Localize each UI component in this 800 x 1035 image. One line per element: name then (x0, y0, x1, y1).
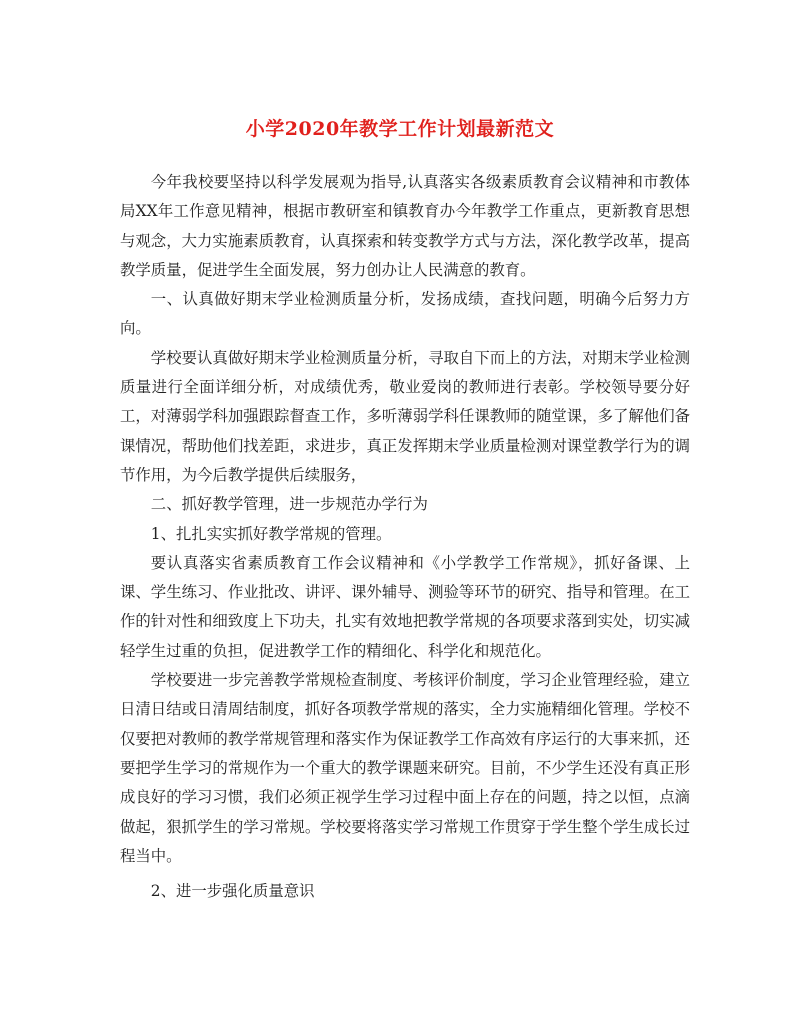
paragraph-subheading-1: 1、扎扎实实抓好教学常规的管理。 (150, 524, 392, 543)
document-title: 小学2020年教学工作计划最新范文 (245, 118, 555, 140)
paragraph-analysis: 学校要认真做好期末学业检测质量分析，寻取自下而上的方法，对期末学业检测质量进行全面详细分析，对成绩优秀，敬业爱岗的教师进行表彰。学校领导要分好工，对薄弱学科加强跟踪督查工作，多听薄弱学科任课教师的随堂课，多了解他们备课情况，帮助他们找差距，求进步，真正发挥期末学业质量检测对课堂教学行为的调节作用，为今后教学提供后续服务， (120, 348, 690, 484)
paragraph-heading-2: 二、抓好教学管理，进一步规范办学行为 (150, 495, 428, 514)
paragraph-heading-1: 一、认真做好期末学业检测质量分析，发扬成绩，查找问题，明确今后努力方向。 (120, 290, 690, 338)
paragraph-subheading-2: 2、进一步强化质量意识 (150, 882, 315, 901)
paragraph-management: 学校要进一步完善教学常规检查制度、考核评价制度，学习企业管理经验，建立日清日结或日清周结制度，抓好各项教学常规的落实，全力实施精细化管理。学校不仅要把对教师的教学常规管理和落实作为保证教学工作高效有序运行的大事来抓，还要把学生学习的常规作为一个重大的教学课题来研究。目前，不少学生还没有真正形成良好的学习习惯，我们必须正视学生学习过程中面上存在的问题，持之以恒，点滴做起，狠抓学生的学习常规。学校要将落实学习常规工作贯穿于学生整个学生成长过程当中。 (120, 671, 690, 865)
document-body (120, 168, 690, 906)
paragraph-intro: 今年我校要坚持以科学发展观为指导,认真落实各级素质教育会议精神和市教体局XX年工作意见精神，根据市教研室和镇教育办今年教学工作重点，更新教育思想与观念，大力实施素质教育，认真探索和转变教学方式与方法，深化教学改革，提高教学质量，促进学生全面发展，努力创办让人民满意的教育。 (120, 173, 690, 279)
paragraph-routine: 要认真落实省素质教育工作会议精神和《小学教学工作常规》，抓好备课、上课、学生练习、作业批改、讲评、课外辅导、测验等环节的研究、指导和管理。在工作的针对性和细致度上下功夫，扎实有效地把教学常规的各项要求落到实处，切实减轻学生过重的负担，促进教学工作的精细化、科学化和规范化。 (120, 553, 690, 660)
